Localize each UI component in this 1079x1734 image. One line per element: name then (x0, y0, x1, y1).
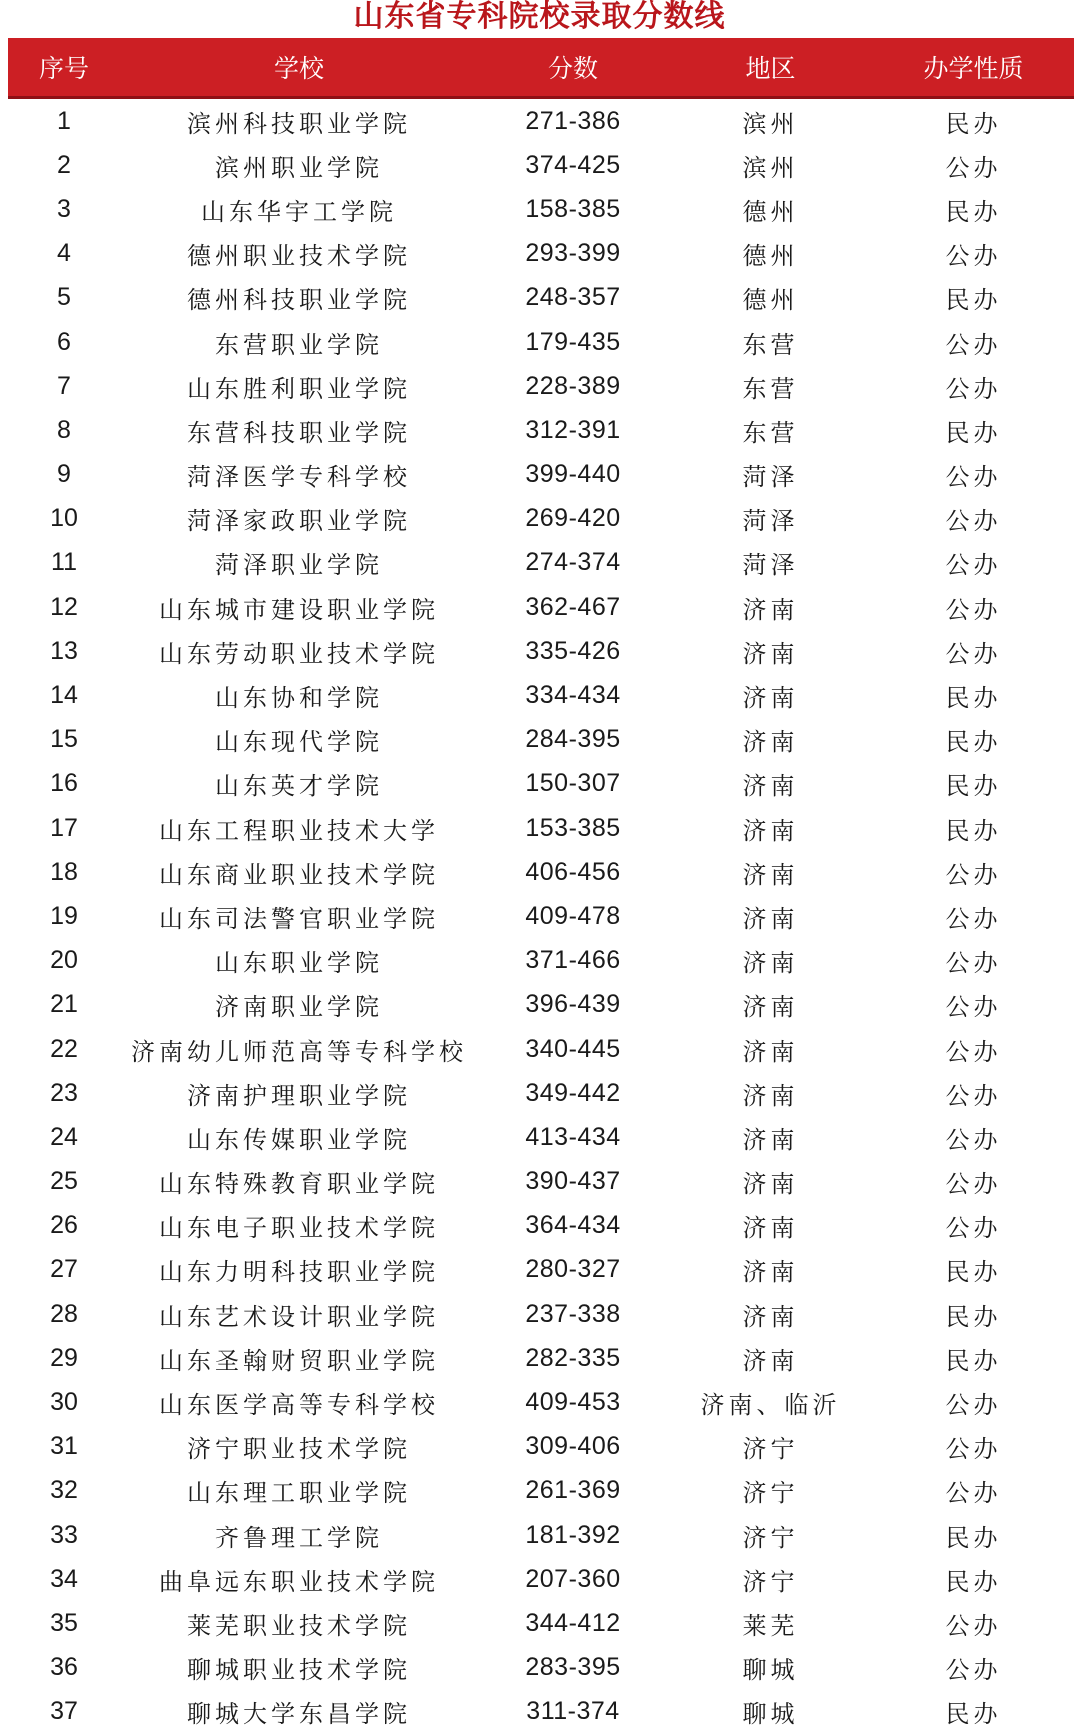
cell-score: 409-453 (525, 1388, 621, 1417)
cell-index: 22 (50, 1034, 78, 1063)
cell-score: 207-360 (525, 1564, 621, 1593)
table-row (8, 939, 1074, 983)
cell-region: 济南 (742, 1214, 799, 1243)
table-row (8, 541, 1074, 585)
cell-school: 山东医学高等专科学校 (159, 1391, 439, 1420)
cell-index: 28 (50, 1299, 78, 1328)
table-row (8, 806, 1074, 850)
cell-school: 山东现代学院 (215, 728, 383, 757)
cell-school: 山东圣翰财贸职业学院 (159, 1346, 439, 1375)
table-row (8, 364, 1074, 408)
cell-region: 济宁 (742, 1567, 799, 1596)
page-title: 山东省专科院校录取分数线 (353, 0, 726, 34)
cell-index: 21 (50, 990, 78, 1019)
cell-region: 济南 (742, 684, 799, 713)
cell-index: 10 (50, 504, 78, 533)
cell-region: 济南 (742, 772, 799, 801)
cell-type: 民办 (945, 816, 1002, 845)
cell-score: 179-435 (525, 327, 621, 356)
cell-school: 东营科技职业学院 (187, 418, 411, 447)
score-table-container (8, 38, 1074, 1734)
cell-school: 山东职业学院 (215, 949, 383, 978)
table-row (8, 276, 1074, 320)
table-row (8, 1204, 1074, 1248)
table-row (8, 1513, 1074, 1557)
cell-type: 公办 (945, 1435, 1002, 1464)
cell-score: 153-385 (525, 813, 621, 842)
cell-region: 德州 (742, 197, 799, 226)
cell-region: 济南 (742, 860, 799, 889)
cell-type: 民办 (945, 418, 1002, 447)
table-row (8, 187, 1074, 231)
cell-type: 民办 (945, 728, 1002, 757)
cell-type: 公办 (945, 1611, 1002, 1640)
cell-school: 济南职业学院 (215, 993, 383, 1022)
cell-type: 公办 (945, 374, 1002, 403)
cell-type: 公办 (945, 904, 1002, 933)
cell-region: 济宁 (742, 1479, 799, 1508)
cell-type: 公办 (945, 507, 1002, 536)
cell-index: 29 (50, 1343, 78, 1372)
cell-score: 293-399 (525, 239, 621, 268)
cell-score: 271-386 (525, 106, 621, 135)
cell-region: 菏泽 (742, 551, 799, 580)
cell-region: 滨州 (742, 153, 799, 182)
table-row (8, 1469, 1074, 1513)
cell-score: 261-369 (525, 1476, 621, 1505)
cell-school: 山东艺术设计职业学院 (159, 1302, 439, 1331)
cell-school: 德州职业技术学院 (187, 242, 411, 271)
cell-score: 344-412 (525, 1608, 621, 1637)
cell-type: 公办 (945, 330, 1002, 359)
cell-score: 309-406 (525, 1432, 621, 1461)
cell-region: 济宁 (742, 1435, 799, 1464)
cell-score: 399-440 (525, 460, 621, 489)
cell-school: 莱芜职业技术学院 (187, 1611, 411, 1640)
cell-region: 济南、临沂 (700, 1391, 841, 1420)
cell-index: 16 (50, 769, 78, 798)
table-row (8, 1115, 1074, 1159)
cell-score: 280-327 (525, 1255, 621, 1284)
cell-score: 150-307 (525, 769, 621, 798)
cell-type: 公办 (945, 639, 1002, 668)
cell-score: 282-335 (525, 1343, 621, 1372)
cell-school: 山东胜利职业学院 (187, 374, 411, 403)
table-row (8, 1557, 1074, 1601)
table-row (8, 408, 1074, 452)
cell-type: 公办 (945, 153, 1002, 182)
cell-school: 山东力明科技职业学院 (159, 1258, 439, 1287)
cell-index: 2 (57, 150, 71, 179)
cell-index: 25 (50, 1167, 78, 1196)
cell-index: 12 (50, 592, 78, 621)
cell-region: 济南 (742, 949, 799, 978)
cell-index: 35 (50, 1608, 78, 1637)
cell-school: 山东工程职业技术大学 (159, 816, 439, 845)
table-row (8, 232, 1074, 276)
cell-type: 公办 (945, 1037, 1002, 1066)
cell-index: 34 (50, 1564, 78, 1593)
cell-index: 33 (50, 1520, 78, 1549)
cell-score: 334-434 (525, 681, 621, 710)
cell-type: 民办 (945, 109, 1002, 138)
cell-index: 36 (50, 1653, 78, 1682)
cell-type: 公办 (945, 551, 1002, 580)
cell-score: 409-478 (525, 901, 621, 930)
table-row (8, 762, 1074, 806)
cell-score: 371-466 (525, 946, 621, 975)
cell-index: 17 (50, 813, 78, 842)
cell-index: 14 (50, 681, 78, 710)
table-row (8, 98, 1074, 144)
cell-type: 民办 (945, 1567, 1002, 1596)
table-row (8, 1380, 1074, 1424)
cell-score: 406-456 (525, 857, 621, 886)
cell-index: 32 (50, 1476, 78, 1505)
cell-school: 济南护理职业学院 (187, 1081, 411, 1110)
cell-score: 283-395 (525, 1653, 621, 1682)
cell-region: 济南 (742, 816, 799, 845)
cell-index: 15 (50, 725, 78, 754)
cell-school: 曲阜远东职业技术学院 (159, 1567, 439, 1596)
table-header (8, 38, 1074, 98)
table-body (8, 98, 1074, 1734)
table-row (8, 1027, 1074, 1071)
cell-score: 349-442 (525, 1078, 621, 1107)
cell-region: 济南 (742, 1346, 799, 1375)
cell-score: 374-425 (525, 150, 621, 179)
table-row (8, 143, 1074, 187)
cell-type: 民办 (945, 1258, 1002, 1287)
table-row (8, 585, 1074, 629)
cell-score: 237-338 (525, 1299, 621, 1328)
cell-region: 东营 (742, 374, 799, 403)
cell-school: 山东劳动职业技术学院 (159, 639, 439, 668)
table-row (8, 1160, 1074, 1204)
cell-type: 公办 (945, 1170, 1002, 1199)
cell-type: 公办 (945, 242, 1002, 271)
column-header-school: 学校 (120, 38, 478, 98)
table-row (8, 453, 1074, 497)
cell-region: 济南 (742, 993, 799, 1022)
cell-region: 东营 (742, 418, 799, 447)
cell-type: 民办 (945, 1346, 1002, 1375)
cell-index: 27 (50, 1255, 78, 1284)
table-row (8, 1248, 1074, 1292)
cell-school: 山东商业职业技术学院 (159, 860, 439, 889)
cell-region: 滨州 (742, 109, 799, 138)
cell-region: 济南 (742, 1258, 799, 1287)
table-row (8, 1336, 1074, 1380)
cell-school: 山东协和学院 (215, 684, 383, 713)
cell-index: 4 (57, 239, 71, 268)
cell-type: 公办 (945, 1479, 1002, 1508)
cell-score: 228-389 (525, 371, 621, 400)
cell-region: 德州 (742, 242, 799, 271)
cell-type: 公办 (945, 1391, 1002, 1420)
cell-school: 山东理工职业学院 (187, 1479, 411, 1508)
cell-index: 37 (50, 1697, 78, 1726)
cell-school: 济宁职业技术学院 (187, 1435, 411, 1464)
cell-school: 齐鲁理工学院 (215, 1523, 383, 1552)
table-row (8, 850, 1074, 894)
cell-region: 济南 (742, 595, 799, 624)
cell-school: 滨州职业学院 (215, 153, 383, 182)
cell-type: 民办 (945, 1302, 1002, 1331)
cell-school: 山东司法警官职业学院 (159, 904, 439, 933)
cell-type: 公办 (945, 993, 1002, 1022)
cell-index: 6 (57, 327, 71, 356)
cell-type: 民办 (945, 772, 1002, 801)
cell-index: 23 (50, 1078, 78, 1107)
cell-score: 311-374 (526, 1697, 620, 1726)
cell-index: 20 (50, 946, 78, 975)
column-header-region: 地区 (668, 38, 873, 98)
cell-score: 362-467 (525, 592, 621, 621)
cell-type: 民办 (945, 197, 1002, 226)
cell-index: 18 (50, 857, 78, 886)
cell-school: 山东特殊教育职业学院 (159, 1170, 439, 1199)
cell-school: 山东城市建设职业学院 (159, 595, 439, 624)
header-row (8, 38, 1074, 98)
cell-score: 340-445 (525, 1034, 621, 1063)
table-row (8, 1646, 1074, 1690)
cell-index: 9 (57, 460, 71, 489)
table-row (8, 1425, 1074, 1469)
cell-region: 德州 (742, 286, 799, 315)
table-row (8, 983, 1074, 1027)
table-row (8, 1601, 1074, 1645)
cell-index: 3 (57, 194, 71, 223)
cell-school: 菏泽家政职业学院 (187, 507, 411, 536)
cell-type: 公办 (945, 1081, 1002, 1110)
cell-region: 济南 (742, 1125, 799, 1154)
cell-region: 济宁 (742, 1523, 799, 1552)
cell-index: 1 (57, 106, 71, 135)
cell-type: 民办 (945, 1700, 1002, 1729)
table-row (8, 1690, 1074, 1734)
score-table (8, 38, 1074, 1734)
cell-school: 东营职业学院 (215, 330, 383, 359)
cell-score: 413-434 (525, 1122, 621, 1151)
cell-index: 24 (50, 1122, 78, 1151)
cell-school: 山东华宇工学院 (201, 197, 397, 226)
cell-region: 济南 (742, 1081, 799, 1110)
cell-index: 31 (50, 1432, 78, 1461)
cell-index: 8 (57, 415, 71, 444)
cell-school: 济南幼儿师范高等专科学校 (131, 1037, 467, 1066)
cell-region: 济南 (742, 1037, 799, 1066)
cell-school: 山东电子职业技术学院 (159, 1214, 439, 1243)
cell-type: 公办 (945, 860, 1002, 889)
table-row (8, 718, 1074, 762)
cell-type: 公办 (945, 1656, 1002, 1685)
cell-school: 山东英才学院 (215, 772, 383, 801)
cell-score: 269-420 (525, 504, 621, 533)
table-row (8, 1292, 1074, 1336)
table-row (8, 497, 1074, 541)
cell-region: 聊城 (742, 1700, 799, 1729)
cell-region: 菏泽 (742, 463, 799, 492)
table-row (8, 1071, 1074, 1115)
cell-index: 11 (51, 548, 77, 577)
cell-school: 菏泽医学专科学校 (187, 463, 411, 492)
cell-score: 364-434 (525, 1211, 621, 1240)
cell-school: 山东传媒职业学院 (187, 1125, 411, 1154)
table-row (8, 629, 1074, 673)
cell-index: 30 (50, 1388, 78, 1417)
cell-type: 公办 (945, 463, 1002, 492)
cell-region: 济南 (742, 904, 799, 933)
cell-type: 民办 (945, 684, 1002, 713)
column-header-index: 序号 (8, 38, 120, 98)
cell-type: 公办 (945, 1125, 1002, 1154)
cell-region: 济南 (742, 1170, 799, 1199)
cell-region: 济南 (742, 728, 799, 757)
cell-type: 公办 (945, 595, 1002, 624)
cell-region: 聊城 (742, 1656, 799, 1685)
cell-region: 菏泽 (742, 507, 799, 536)
table-row (8, 320, 1074, 364)
cell-index: 5 (57, 283, 71, 312)
cell-score: 158-385 (525, 194, 621, 223)
column-header-score: 分数 (478, 38, 668, 98)
cell-school: 聊城职业技术学院 (187, 1656, 411, 1685)
cell-score: 248-357 (525, 283, 621, 312)
cell-region: 莱芜 (742, 1611, 799, 1640)
cell-score: 312-391 (525, 415, 621, 444)
cell-school: 滨州科技职业学院 (187, 109, 411, 138)
cell-region: 东营 (742, 330, 799, 359)
cell-type: 公办 (945, 1214, 1002, 1243)
cell-region: 济南 (742, 639, 799, 668)
cell-score: 181-392 (525, 1520, 621, 1549)
cell-type: 民办 (945, 286, 1002, 315)
cell-score: 284-395 (525, 725, 621, 754)
cell-score: 274-374 (525, 548, 621, 577)
cell-type: 民办 (945, 1523, 1002, 1552)
cell-index: 13 (50, 636, 78, 665)
cell-index: 19 (50, 901, 78, 930)
cell-score: 335-426 (525, 636, 621, 665)
cell-school: 菏泽职业学院 (215, 551, 383, 580)
cell-index: 26 (50, 1211, 78, 1240)
table-row (8, 894, 1074, 938)
cell-score: 390-437 (525, 1167, 621, 1196)
cell-type: 公办 (945, 949, 1002, 978)
cell-index: 7 (57, 371, 71, 400)
table-row (8, 673, 1074, 717)
cell-school: 德州科技职业学院 (187, 286, 411, 315)
cell-region: 济南 (742, 1302, 799, 1331)
cell-school: 聊城大学东昌学院 (187, 1700, 411, 1729)
column-header-type: 办学性质 (873, 38, 1074, 98)
cell-score: 396-439 (525, 990, 621, 1019)
